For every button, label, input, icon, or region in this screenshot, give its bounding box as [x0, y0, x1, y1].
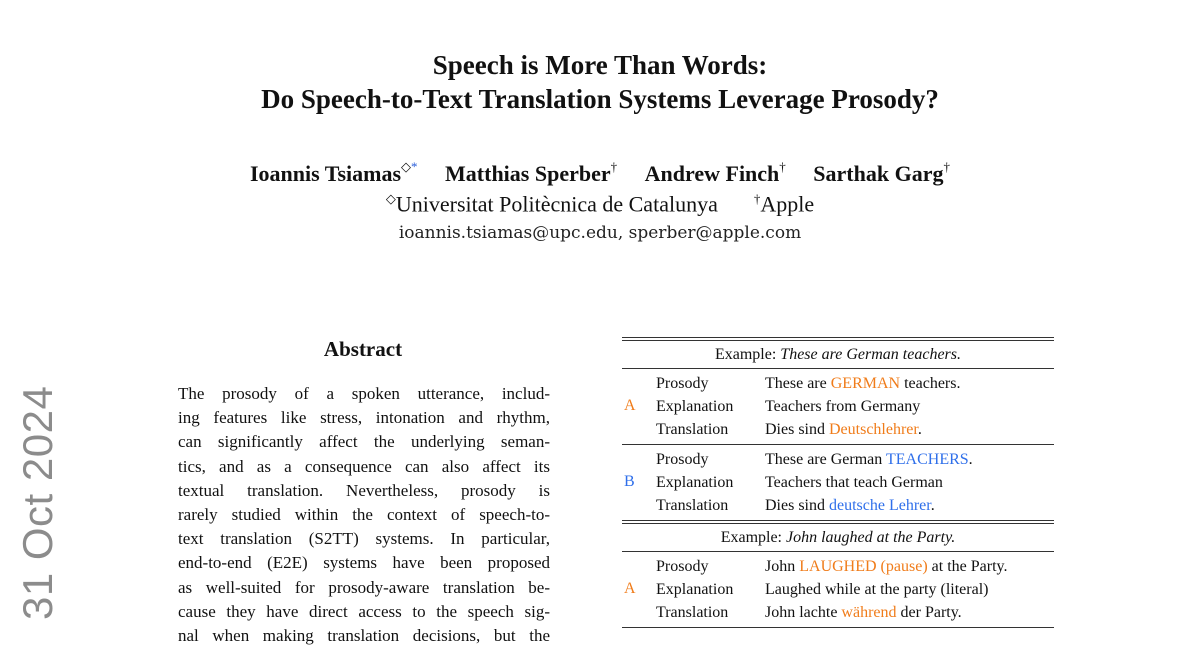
- abstract-heading: Abstract: [323, 337, 403, 361]
- author-name: Andrew Finch: [644, 161, 780, 187]
- text-segment: .: [930, 497, 935, 514]
- table-row: [622, 555, 1054, 578]
- author-finch: [645, 161, 786, 186]
- table-row: [622, 601, 1054, 624]
- translation-value: [765, 418, 922, 441]
- table-row: [622, 448, 1054, 471]
- example-header: [622, 341, 1054, 368]
- paper-title-line-2: Do Speech-to-Text Translation Systems Leverage Prosody?: [261, 84, 939, 114]
- field-label: Translation: [656, 497, 729, 514]
- author-list: [0, 161, 1200, 187]
- abstract-line: tics, and as a consequence can also affect its: [178, 456, 550, 476]
- field-label: Explanation: [656, 581, 734, 598]
- text-segment: .: [917, 421, 922, 438]
- abstract-line: textual translation. Nevertheless, prosody is: [178, 480, 550, 500]
- table-row: [622, 372, 1054, 395]
- affiliations: [0, 191, 1200, 217]
- prosody-value: [765, 448, 973, 471]
- abstract-body: [178, 382, 550, 648]
- abstract-line: can significantly affect the underlying seman-: [178, 432, 550, 452]
- author-name: Ioannis Tsiamas: [250, 161, 402, 187]
- paper-title-line-1: Speech is More Than Words:: [432, 50, 768, 80]
- affiliation-apple: Apple: [760, 191, 815, 217]
- example-sentence: John laughed at the Party.: [786, 529, 956, 546]
- table-bottom-rule: [622, 627, 1054, 628]
- prosody-value: [765, 555, 1007, 578]
- translated-word: während: [841, 604, 897, 621]
- author-name: Matthias Sperber: [445, 161, 611, 187]
- text-segment: teachers.: [900, 375, 961, 392]
- text-segment: Dies sind: [765, 421, 829, 438]
- table-row: [622, 494, 1054, 517]
- stressed-word: TEACHERS: [885, 451, 969, 468]
- stressed-word: LAUGHED (pause): [799, 558, 928, 575]
- affiliation-mark: †: [943, 159, 950, 174]
- example-label: Example:: [720, 529, 782, 546]
- abstract-line: text translation (S2TT) systems. In particular,: [178, 529, 550, 549]
- explanation-value: Teachers that teach German: [765, 474, 943, 491]
- text-segment: at the Party.: [927, 558, 1008, 575]
- abstract-line: ing features like stress, intonation and rhythm,: [178, 408, 550, 428]
- table-row: [622, 418, 1054, 441]
- explanation-value: Teachers from Germany: [765, 398, 921, 415]
- field-label: Explanation: [656, 474, 734, 491]
- abstract-line: cause they have direct access to the speech sig-: [178, 601, 550, 621]
- prosody-examples-table: [622, 337, 1054, 628]
- stressed-word: GERMAN: [830, 375, 901, 392]
- example-group: [622, 552, 1054, 627]
- arxiv-date-stamp: 31 Oct 2024: [14, 385, 61, 620]
- table-row: [622, 395, 1054, 418]
- prosody-value: [765, 372, 960, 395]
- field-label: Prosody: [656, 375, 709, 392]
- abstract-line: nal when making translation decisions, but the: [178, 625, 550, 645]
- group-letter: A: [624, 397, 636, 414]
- affiliation-mark: †: [753, 191, 761, 206]
- corresponding-mark: *: [411, 159, 418, 174]
- example-sentence: These are German teachers.: [780, 346, 961, 363]
- text-segment: .: [968, 451, 973, 468]
- affiliation-mark: ◇: [385, 191, 396, 206]
- affiliation-mark: ◇: [401, 159, 412, 174]
- example-label: Example:: [714, 346, 777, 363]
- affiliation-mark: †: [779, 159, 786, 174]
- example-header: [622, 524, 1054, 551]
- affiliation-upc: Universitat Politècnica de Catalunya: [395, 191, 718, 217]
- field-label: Explanation: [656, 398, 734, 415]
- author-sperber: [445, 161, 617, 186]
- abstract-line: end-to-end (E2E) systems have been proposed: [178, 553, 550, 573]
- text-segment: John lachte: [765, 604, 842, 621]
- author-garg: [813, 161, 950, 186]
- text-segment: der Party.: [896, 604, 962, 621]
- author-tsiamas: [250, 161, 418, 186]
- example-group: [622, 445, 1054, 520]
- explanation-value: Laughed while at the party (literal): [765, 581, 989, 598]
- author-name: Sarthak Garg: [813, 161, 944, 187]
- abstract-line: as well-suited for prosody-aware translation be-: [178, 577, 550, 597]
- text-segment: These are German: [765, 451, 886, 468]
- group-letter: A: [624, 580, 636, 597]
- translation-value: [765, 601, 962, 624]
- field-label: Translation: [656, 604, 729, 621]
- affiliation-mark: †: [610, 159, 618, 174]
- table-row: [622, 471, 1054, 494]
- example-group: [622, 369, 1054, 444]
- abstract-line: rarely studied within the context of speech-to-: [178, 504, 550, 524]
- translated-word: deutsche Lehrer: [829, 497, 931, 514]
- text-segment: Dies sind: [765, 497, 829, 514]
- text-segment: These are: [765, 375, 831, 392]
- group-letter: B: [624, 473, 635, 490]
- abstract-line: The prosody of a spoken utterance, includ-: [178, 384, 550, 403]
- translated-word: Deutschlehrer: [829, 421, 918, 438]
- field-label: Prosody: [656, 451, 709, 468]
- field-label: Prosody: [656, 558, 709, 575]
- translation-value: [765, 494, 935, 517]
- table-row: [622, 578, 1054, 601]
- field-label: Translation: [656, 421, 729, 438]
- text-segment: John: [765, 558, 800, 575]
- author-emails: ioannis.tsiamas@upc.edu, sperber@apple.com: [398, 223, 802, 243]
